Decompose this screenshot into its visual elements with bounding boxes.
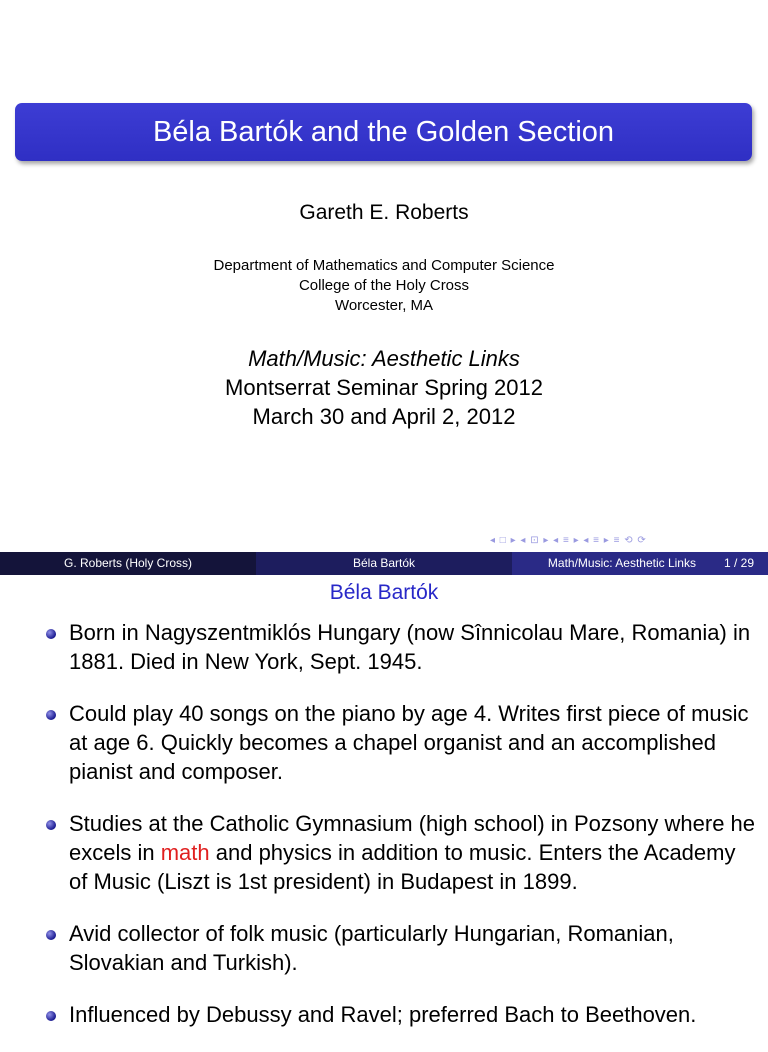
bullet-text-after: and physics in addition to music. Enters the Academy of Music (Liszt is 1st president) in Budapest in 1899. — [69, 840, 736, 894]
course-name: Math/Music: Aesthetic Links — [248, 346, 520, 371]
bullet-text: Born in Nagyszentmiklós Hungary (now Sînnicolau Mare, Romania) in 1881. Died in New York, Sept. 1945. — [69, 620, 751, 674]
location-line: Worcester, MA — [334, 297, 434, 314]
presentation-title: Béla Bartók and the Golden Section — [15, 103, 752, 161]
bullet-list — [0, 618, 768, 1052]
footer-author: G. Roberts (Holy Cross) — [0, 552, 256, 575]
beamer-navigation-icons[interactable]: ◂ □ ▸ ◂ ⊡ ▸ ◂ ≡ ▸ ◂ ≡ ▸ ≡ ⟲ ⟳ — [490, 535, 647, 546]
seminar-dates: March 30 and April 2, 2012 — [252, 404, 516, 429]
slide-footer — [0, 552, 768, 575]
frame-title: Béla Bartók — [329, 581, 439, 604]
content-slide — [0, 575, 768, 1027]
footer-short-title: Béla Bartók — [256, 552, 512, 575]
bullet-icon — [46, 820, 56, 830]
bullet-icon — [46, 930, 56, 940]
bullet-item — [0, 699, 768, 786]
footer-page-number: 1 / 29 — [723, 556, 754, 570]
footer-course: Math/Music: Aesthetic Links — [547, 556, 696, 570]
event-block — [0, 344, 768, 431]
department-line: Department of Mathematics and Computer Science — [213, 257, 555, 274]
bullet-text: Avid collector of folk music (particularly Hungarian, Romanian, Slovakian and Turkish). — [69, 921, 674, 975]
bullet-text: Influenced by Debussy and Ravel; preferred Bach to Beethoven. — [69, 1002, 697, 1027]
institution-block — [0, 256, 768, 316]
seminar-name: Montserrat Seminar Spring 2012 — [225, 375, 543, 400]
bullet-item — [0, 919, 768, 977]
bullet-item — [0, 618, 768, 676]
footer-right — [512, 552, 768, 575]
bullet-item — [0, 809, 768, 896]
bullet-icon — [46, 710, 56, 720]
college-line: College of the Holy Cross — [298, 277, 470, 294]
bullet-text: Could play 40 songs on the piano by age 4. Writes first piece of music at age 6. Quickly becomes a chapel organist and an accomplished pianist and composer. — [69, 701, 749, 784]
bullet-icon — [46, 1011, 56, 1021]
bullet-icon — [46, 629, 56, 639]
bullet-item — [0, 1000, 768, 1029]
bullet-text-before: Studies at the Catholic Gymnasium (high school) in Pozsony where he excels in — [69, 811, 756, 865]
highlighted-word: math — [160, 840, 210, 865]
author-name: Gareth E. Roberts — [299, 201, 469, 224]
